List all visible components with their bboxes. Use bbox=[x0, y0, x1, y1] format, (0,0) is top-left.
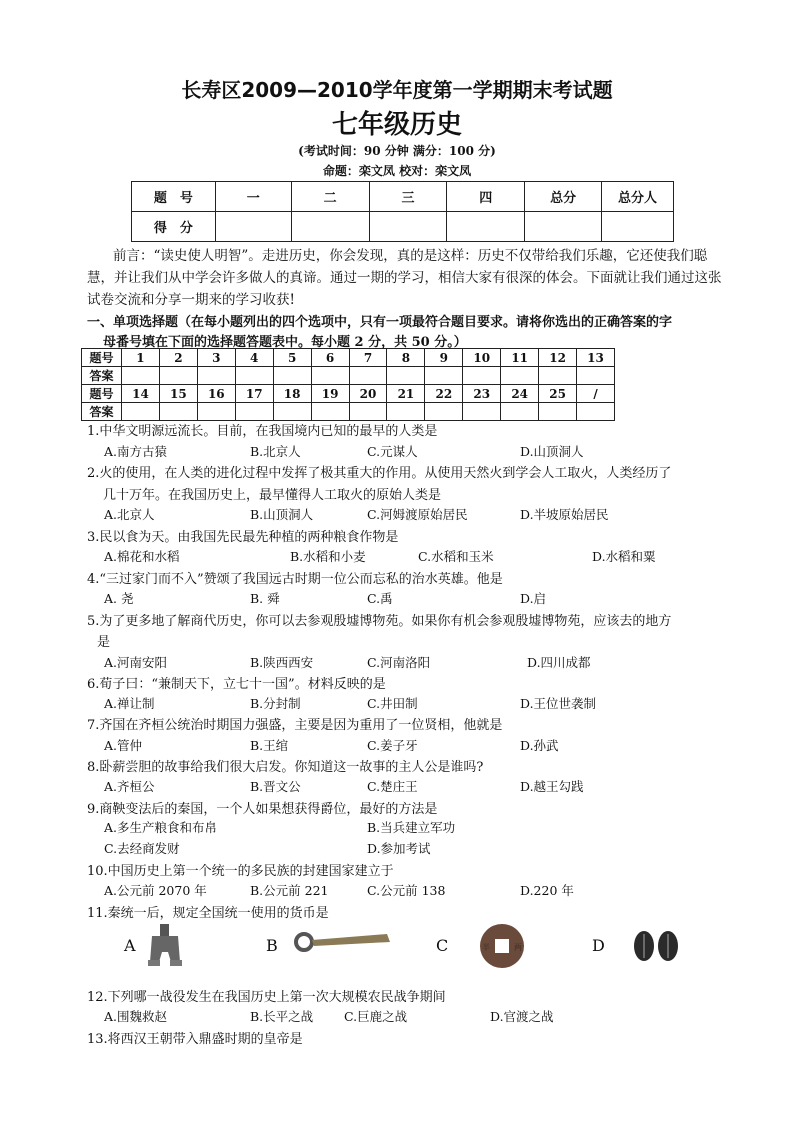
question-stem: 1.中华文明源远流长。目前，在我国境内已知的最早的人类是 bbox=[87, 424, 438, 439]
answer-option: D.王位世袭制 bbox=[520, 696, 597, 711]
answer-option: B.晋文公 bbox=[250, 779, 301, 794]
score-cell[interactable] bbox=[369, 212, 447, 242]
answer-option: D.山顶洞人 bbox=[520, 444, 584, 459]
answer-cell[interactable] bbox=[197, 367, 235, 385]
score-cell[interactable] bbox=[602, 212, 674, 242]
question-stem-continued: 是 bbox=[97, 635, 111, 650]
svg-text:半: 半 bbox=[482, 943, 490, 952]
question-number-cell: 11 bbox=[501, 349, 539, 367]
question-number-cell: 9 bbox=[425, 349, 463, 367]
answer-option: A.齐桓公 bbox=[104, 779, 155, 794]
score-header-cell: 一 bbox=[215, 182, 291, 212]
answer-option: D.孙武 bbox=[520, 738, 559, 753]
question-number-cell: 7 bbox=[349, 349, 387, 367]
answer-cell[interactable] bbox=[425, 403, 463, 421]
option-label: B bbox=[266, 936, 278, 955]
answer-option: C.河姆渡原始居民 bbox=[367, 507, 468, 522]
score-header-cell: 二 bbox=[291, 182, 369, 212]
score-header-cell: 四 bbox=[447, 182, 525, 212]
shell-coin-image bbox=[608, 922, 688, 974]
score-cell[interactable] bbox=[525, 212, 602, 242]
answer-table bbox=[81, 348, 615, 421]
answer-option: A.围魏救赵 bbox=[104, 1009, 168, 1024]
question-stem: 10.中国历史上第一个统一的多民族的封建国家建立于 bbox=[87, 864, 394, 879]
question-number-cell: 23 bbox=[463, 385, 501, 403]
answer-cell[interactable] bbox=[501, 367, 539, 385]
score-table bbox=[131, 181, 674, 242]
answer-cell[interactable] bbox=[273, 403, 311, 421]
answer-option: A.多生产粮食和布帛 bbox=[104, 820, 218, 835]
option-label: C bbox=[436, 936, 449, 955]
answer-cell[interactable] bbox=[311, 367, 349, 385]
spade-coin-image bbox=[140, 922, 190, 972]
question-number-cell: 25 bbox=[539, 385, 577, 403]
answer-option: B.水稻和小麦 bbox=[290, 549, 366, 564]
svg-text:两: 两 bbox=[514, 943, 522, 952]
answer-option: C.元谋人 bbox=[367, 444, 418, 459]
answer-cell[interactable] bbox=[159, 403, 197, 421]
answer-option: C.楚庄王 bbox=[367, 779, 418, 794]
question-stem-continued: 几十万年。在我国历史上，最早懂得人工取火的原始人类是 bbox=[103, 488, 442, 503]
question-number-cell: 21 bbox=[387, 385, 425, 403]
question-stem: 8.卧薪尝胆的故事给我们很大启发。你知道这一故事的主人公是谁吗? bbox=[87, 760, 484, 775]
answer-cell[interactable] bbox=[235, 403, 273, 421]
answer-option: C.水稻和玉米 bbox=[418, 549, 494, 564]
answer-option: D.官渡之战 bbox=[490, 1009, 554, 1024]
answer-cell[interactable] bbox=[387, 403, 425, 421]
answer-option: A.南方古猿 bbox=[104, 444, 168, 459]
preface-text: 前言：“读史使人明智”。走进历史，你会发现，真的是这样：历史不仅带给我们乐趣，它还使我们聪慧，并让我们从中学会许多做人的真谛。通过一期的学习，相信大家有很深的体会。下面就让我们通过这张试卷交流和分享一期来的学习收获! bbox=[87, 248, 722, 308]
answer-option: B.当兵建立军功 bbox=[367, 820, 456, 835]
question-stem: 4.“三过家门而不入”赞颂了我国远古时期一位公而忘私的治水英雄。他是 bbox=[87, 572, 503, 587]
answer-option: B.北京人 bbox=[250, 444, 301, 459]
score-cell[interactable] bbox=[447, 212, 525, 242]
question-number-cell: 19 bbox=[311, 385, 349, 403]
answer-option: B.山顶洞人 bbox=[250, 507, 314, 522]
answer-cell[interactable] bbox=[122, 403, 160, 421]
answer-option: C.井田制 bbox=[367, 696, 418, 711]
question-stem: 9.商鞅变法后的秦国，一个人如果想获得爵位，最好的方法是 bbox=[87, 802, 438, 817]
answer-cell[interactable] bbox=[349, 367, 387, 385]
question-number-cell: 4 bbox=[235, 349, 273, 367]
answer-cell[interactable] bbox=[539, 403, 577, 421]
answer-option: C.去经商发财 bbox=[104, 841, 180, 856]
answer-cell[interactable] bbox=[273, 367, 311, 385]
answer-option: C.河南洛阳 bbox=[367, 655, 431, 670]
question-number-cell: 20 bbox=[349, 385, 387, 403]
round-coin-image bbox=[452, 922, 532, 974]
question-number-cell: 14 bbox=[122, 385, 160, 403]
answer-cell[interactable] bbox=[311, 403, 349, 421]
question-number-cell: 5 bbox=[273, 349, 311, 367]
question-stem: 7.齐国在齐桓公统治时期国力强盛，主要是因为重用了一位贤相，他就是 bbox=[87, 718, 503, 733]
answer-option: B. 舜 bbox=[250, 591, 280, 606]
question-number-cell: 24 bbox=[501, 385, 539, 403]
score-row-label: 得 分 bbox=[132, 212, 216, 242]
exam-authors: 命题：栾文凤 校对：栾文凤 bbox=[322, 164, 472, 178]
answer-option: B.长平之战 bbox=[250, 1009, 314, 1024]
answer-option: C.巨鹿之战 bbox=[344, 1009, 408, 1024]
answer-cell[interactable] bbox=[463, 403, 501, 421]
answer-cell[interactable] bbox=[463, 367, 501, 385]
option-label: D bbox=[592, 936, 605, 955]
answer-option: A.北京人 bbox=[104, 507, 155, 522]
answer-option: D.四川成都 bbox=[527, 655, 591, 670]
answer-option: C.公元前 138 bbox=[367, 883, 446, 898]
answer-cell[interactable] bbox=[577, 403, 615, 421]
answer-cell[interactable] bbox=[159, 367, 197, 385]
answer-option: D.220 年 bbox=[520, 883, 574, 898]
question-number-cell: 8 bbox=[387, 349, 425, 367]
answer-cell[interactable] bbox=[122, 367, 160, 385]
answer-option: A.禅让制 bbox=[104, 696, 155, 711]
answer-option: B.王绾 bbox=[250, 738, 289, 753]
answer-cell[interactable] bbox=[349, 403, 387, 421]
question-number-cell: 18 bbox=[273, 385, 311, 403]
question-stem: 3.民以食为天。由我国先民最先种植的两种粮食作物是 bbox=[87, 530, 399, 545]
answer-option: D.启 bbox=[520, 591, 547, 606]
question-stem: 12.下列哪一战役发生在我国历史上第一次大规模农民战争期间 bbox=[87, 990, 446, 1005]
answer-option: B.公元前 221 bbox=[250, 883, 329, 898]
score-header-cell: 总分 bbox=[525, 182, 602, 212]
answer-option: B.分封制 bbox=[250, 696, 301, 711]
question-stem: 11.秦统一后，规定全国统一使用的货币是 bbox=[87, 906, 329, 921]
exam-info: (考试时间：90 分钟 满分：100 分) bbox=[298, 144, 496, 158]
exam-subject: 七年级历史 bbox=[331, 110, 462, 140]
answer-cell[interactable] bbox=[387, 367, 425, 385]
question-number-cell: 12 bbox=[539, 349, 577, 367]
score-cell[interactable] bbox=[215, 212, 291, 242]
section1-instruction-line2: 母番号填在下面的选择题答题表中。每小题 2 分，共 50 分。） bbox=[103, 335, 467, 350]
answer-cell[interactable] bbox=[501, 403, 539, 421]
question-stem: 13.将西汉王朝带入鼎盛时期的皇帝是 bbox=[87, 1032, 303, 1047]
answer-option: A. 尧 bbox=[104, 591, 134, 606]
question-number-cell: 16 bbox=[197, 385, 235, 403]
answer-option: D.半坡原始居民 bbox=[520, 507, 609, 522]
question-stem: 2.火的使用，在人类的进化过程中发挥了极其重大的作用。从使用天然火到学会人工取火，人类经历了 bbox=[87, 466, 672, 481]
score-cell[interactable] bbox=[291, 212, 369, 242]
answer-option: D.水稻和粟 bbox=[592, 549, 656, 564]
option-label: A bbox=[124, 936, 136, 955]
section1-instruction-line1: 一、单项选择题（在每小题列出的四个选项中，只有一项最符合题目要求。请将你选出的正确答案的字 bbox=[87, 315, 673, 330]
knife-coin-image bbox=[282, 922, 392, 966]
answer-cell[interactable] bbox=[235, 367, 273, 385]
answer-table-label: 题号 bbox=[82, 385, 122, 403]
question-number-cell: 6 bbox=[311, 349, 349, 367]
question-number-cell: / bbox=[577, 385, 615, 403]
exam-title: 长寿区2009—2010学年度第一学期期末考试题 bbox=[181, 78, 613, 102]
answer-table-label: 答案 bbox=[82, 367, 122, 385]
question-number-cell: 15 bbox=[159, 385, 197, 403]
question-number-cell: 1 bbox=[122, 349, 160, 367]
answer-cell[interactable] bbox=[197, 403, 235, 421]
answer-option: D.参加考试 bbox=[367, 841, 431, 856]
answer-option: A.管仲 bbox=[104, 738, 143, 753]
answer-cell[interactable] bbox=[539, 367, 577, 385]
score-header-cell: 题 号 bbox=[132, 182, 216, 212]
question-number-cell: 10 bbox=[463, 349, 501, 367]
score-header-cell: 总分人 bbox=[602, 182, 674, 212]
answer-option: C.禹 bbox=[367, 591, 393, 606]
question-number-cell: 3 bbox=[197, 349, 235, 367]
answer-option: A.公元前 2070 年 bbox=[104, 883, 207, 898]
answer-option: A.河南安阳 bbox=[104, 655, 168, 670]
question-number-cell: 17 bbox=[235, 385, 273, 403]
question-number-cell: 13 bbox=[577, 349, 615, 367]
score-header-cell: 三 bbox=[369, 182, 447, 212]
answer-cell[interactable] bbox=[425, 367, 463, 385]
answer-option: B.陕西西安 bbox=[250, 655, 314, 670]
answer-cell[interactable] bbox=[577, 367, 615, 385]
question-number-cell: 22 bbox=[425, 385, 463, 403]
answer-option: C.姜子牙 bbox=[367, 738, 418, 753]
answer-table-label: 答案 bbox=[82, 403, 122, 421]
answer-table-label: 题号 bbox=[82, 349, 122, 367]
question-stem: 6.荀子曰：“兼制天下，立七十一国”。材料反映的是 bbox=[87, 677, 386, 692]
answer-option: D.越王勾践 bbox=[520, 779, 584, 794]
question-stem: 5.为了更多地了解商代历史，你可以去参观殷墟博物苑。如果你有机会参观殷墟博物苑，应该去的地方 bbox=[87, 614, 672, 629]
question-number-cell: 2 bbox=[159, 349, 197, 367]
answer-option: A.棉花和水稻 bbox=[104, 549, 180, 564]
